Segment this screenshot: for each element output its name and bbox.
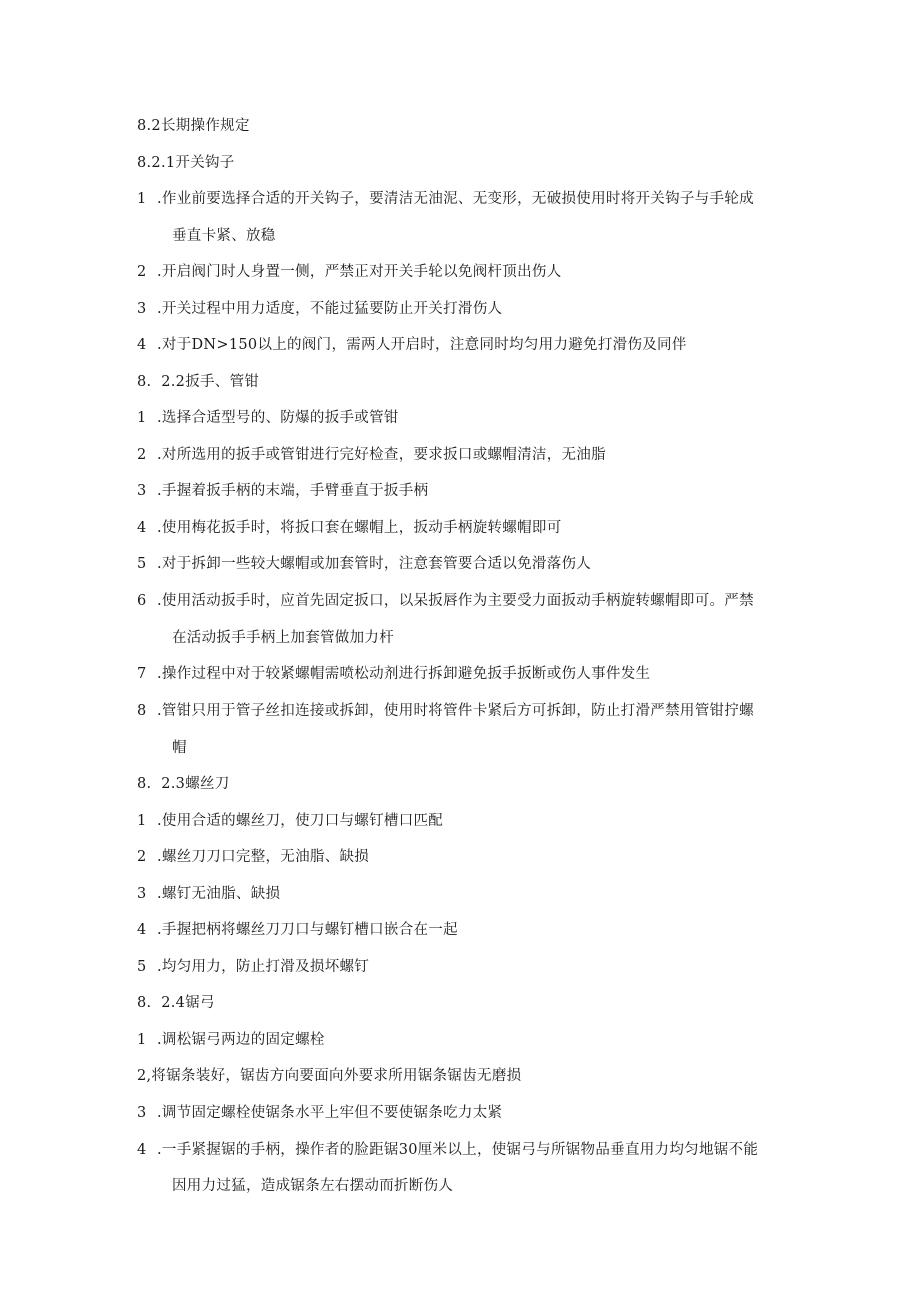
item-number: 2 [137, 849, 147, 865]
item-number: 3 [137, 483, 147, 499]
item-number: 2 [137, 264, 147, 280]
item-number: 3 [137, 886, 147, 902]
section-heading [0, 992, 920, 1014]
list-item [0, 553, 920, 575]
item-text: .一手紧握锯的手柄，操作者的脸距锯30厘米以上，使锯弓与所锯物品垂直用力均匀地锯不能 [157, 1142, 759, 1158]
list-item [0, 919, 920, 941]
item-text-continued: 在活动扳手手柄上加套管做加力杆 [172, 630, 394, 646]
item-text: .开启阀门时人身置一侧，严禁正对开关手轮以免阀杆顶出伤人 [157, 264, 562, 280]
list-item-continuation [0, 737, 920, 759]
item-number: 6 [137, 593, 147, 609]
item-number: 1 [137, 1032, 147, 1048]
item-number: 3 [137, 1105, 147, 1121]
list-item [0, 810, 920, 832]
list-item [0, 1065, 920, 1087]
list-item [0, 1029, 920, 1051]
item-text: .对于DN>150以上的阀门，需两人开启时，注意同时均匀用力避免打滑伤及同伴 [157, 337, 687, 353]
list-item [0, 956, 920, 978]
list-item-continuation [0, 225, 920, 247]
section-heading [0, 371, 920, 393]
item-text: 2,将锯条装好，锯齿方向要面向外要求所用锯条锯齿无磨损 [137, 1068, 522, 1084]
item-text: .开关过程中用力适度，不能过猛要防止开关打滑伤人 [157, 301, 503, 317]
list-item [0, 298, 920, 320]
list-item [0, 261, 920, 283]
section-heading [0, 152, 920, 174]
item-number: 4 [137, 1142, 147, 1158]
item-number: 2 [137, 447, 147, 463]
list-item [0, 1102, 920, 1124]
item-number: 4 [137, 337, 147, 353]
list-item [0, 444, 920, 466]
item-number: 1 [137, 813, 147, 829]
item-text: .手握把柄将螺丝刀刀口与螺钉槽口嵌合在一起 [157, 922, 458, 938]
item-number: 5 [137, 959, 147, 975]
list-item [0, 883, 920, 905]
item-text: .调松锯弓两边的固定螺栓 [157, 1032, 325, 1048]
item-number: 7 [137, 666, 147, 682]
item-text: .操作过程中对于较紧螺帽需喷松动剂进行拆卸避免扳手扳断或伤人事件发生 [157, 666, 651, 682]
item-text: .手握着扳手柄的末端，手臂垂直于扳手柄 [157, 483, 429, 499]
item-text-continued: 因用力过猛，造成锯条左右摆动而折断伤人 [172, 1178, 454, 1194]
item-text: .使用梅花扳手时，将扳口套在螺帽上，扳动手柄旋转螺帽即可 [157, 520, 562, 536]
list-item [0, 663, 920, 685]
item-text: .使用合适的螺丝刀，使刀口与螺钉槽口匹配 [157, 813, 444, 829]
item-text: .对于拆卸一些较大螺帽或加套管时，注意套管要合适以免滑落伤人 [157, 556, 592, 572]
section-heading [0, 773, 920, 795]
list-item [0, 517, 920, 539]
item-number: 1 [137, 191, 147, 207]
list-item [0, 700, 920, 722]
list-item [0, 846, 920, 868]
section-heading [0, 115, 920, 137]
item-text: .选择合适型号的、防爆的扳手或管钳 [157, 410, 399, 426]
list-item [0, 334, 920, 356]
list-item-continuation [0, 627, 920, 649]
item-text: .均匀用力，防止打滑及损坏螺钉 [157, 959, 370, 975]
list-item-continuation [0, 1175, 920, 1197]
item-text: .对所选用的扳手或管钳进行完好检查，要求扳口或螺帽清洁，无油脂 [157, 447, 606, 463]
item-number: 1 [137, 410, 147, 426]
heading-8-2-1: 8.2.1开关钩子 [137, 155, 235, 171]
item-number: 4 [137, 520, 147, 536]
item-text: .螺钉无油脂、缺损 [157, 886, 281, 902]
item-number: 8 [137, 703, 147, 719]
item-text-continued: 垂直卡紧、放稳 [172, 228, 276, 244]
item-number: 5 [137, 556, 147, 572]
list-item [0, 480, 920, 502]
heading-8-2-2: 8. 2.2扳手、管钳 [137, 374, 260, 390]
list-item [0, 407, 920, 429]
item-number: 3 [137, 301, 147, 317]
item-text-continued: 帽 [172, 740, 187, 756]
item-text: .调节固定螺栓使锯条水平上牢但不要使锯条吃力太紧 [157, 1105, 503, 1121]
list-item [0, 1139, 920, 1161]
item-text: .管钳只用于管子丝扣连接或拆卸，使用时将管件卡紧后方可拆卸，防止打滑严禁用管钳拧螺 [157, 703, 754, 719]
item-text: .使用活动扳手时，应首先固定扳口，以呆扳唇作为主要受力面扳动手柄旋转螺帽即可。严禁 [157, 593, 754, 609]
item-number: 4 [137, 922, 147, 938]
list-item [0, 188, 920, 210]
list-item [0, 590, 920, 612]
heading-8-2-3: 8. 2.3螺丝刀 [137, 776, 230, 792]
item-text: .作业前要选择合适的开关钩子，要清洁无油泥、无变形，无破损使用时将开关钩子与手轮成 [157, 191, 754, 207]
item-text: .螺丝刀刀口完整，无油脂、缺损 [157, 849, 370, 865]
heading-8-2: 8.2长期操作规定 [137, 118, 250, 134]
heading-8-2-4: 8. 2.4锯弓 [137, 995, 215, 1011]
